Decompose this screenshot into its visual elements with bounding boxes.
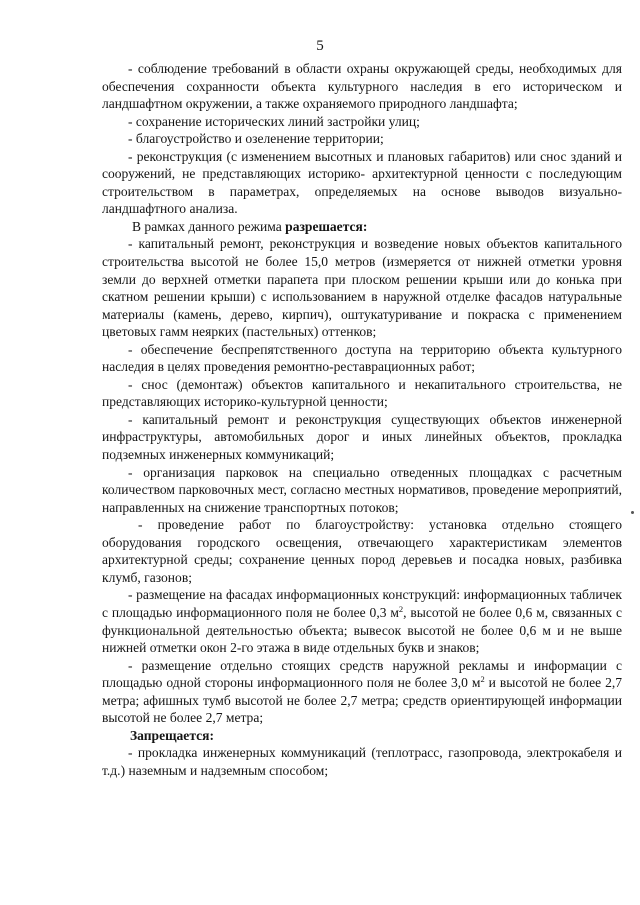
allowed-keyword: разрешается:	[285, 218, 368, 234]
allowed-intro-text: В рамках данного режима	[132, 218, 282, 234]
signage-superscript: 2	[398, 603, 404, 614]
allowed-item-access: - обеспечение беспрепятственного доступа на территорию объекта культурного наследия в целях проведения ремонтно-реставрационных работ;	[102, 341, 622, 375]
forbidden-item-utilities: - прокладка инженерных коммуникаций (теплотрасс, газопровода, электрокабеля и т.д.) наземным и надземным способом;	[102, 745, 622, 778]
allowed-item-demolition: - снос (демонтаж) объектов капитального и некапитального строительства, не представляющих историко-культурной ценности;	[102, 376, 622, 410]
paragraph-environment: - соблюдение требований в области охраны окружающей среды, необходимых для обеспечения сохранности объекта культурного наследия в его историческом и ландшафтном окружении, а также охраняемого природного ландшафта;	[102, 61, 622, 112]
forbidden-heading: Запрещается:	[130, 727, 214, 743]
allowed-item-improvement: - проведение работ по благоустройству: установка отдельно стоящего оборудования городского освещения, отвечающего характеристикам элементов архитектурной среды; сохранение ценных пород деревьев и посадка новых, разбивка клумб, газонов;	[102, 517, 622, 585]
advertising-text-start: - размещение отдельно стоящих средств наружной рекламы и информации с площадью одной стороны информационного поля не более 3,0 м	[102, 657, 622, 691]
signage-text-start: - размещение на фасадах информационных конструкций: информационных табличек с площадью информационного поля не более 0,3 м	[102, 587, 622, 620]
advertising-superscript: 2	[480, 674, 485, 685]
paragraph-reconstruction: - реконструкция (с изменением высотных и плановых габаритов) или снос зданий и сооружений, не представляющих историко- архитектурной ценности с последующим строительством в параметрах, определяемых на основе выводов визуально-ландшафтного анализа.	[102, 148, 622, 217]
page-number: 5	[316, 38, 324, 54]
advertising-text-end: и высотой не более 2,7 метра; афишных тумб высотой не более 2,7 метра; средств ориентирующей информации высотой не более 2,7 метра;	[102, 675, 622, 726]
allowed-item-infrastructure: - капитальный ремонт и реконструкция существующих объектов инженерной инфраструктуры, автомобильных дорог и иных линейных объектов, прокладка подземных инженерных коммуникаций;	[102, 411, 622, 463]
scan-mark	[631, 511, 634, 514]
allowed-item-parking: - организация парковок на специально отведенных площадках с расчетным количеством парковочных мест, согласно местных нормативов, проведение мероприятий, направленных на снижение транспортных потоков;	[102, 464, 622, 515]
allowed-item-signage	[102, 586, 622, 656]
allowed-intro	[102, 218, 622, 236]
paragraph-landscaping: - благоустройство и озеленение территории;	[128, 131, 384, 147]
document-body	[102, 60, 622, 779]
allowed-item-advertising	[102, 657, 622, 727]
paragraph-street-lines: - сохранение исторических линий застройки улиц;	[128, 113, 420, 129]
allowed-item-capital-construction: - капитальный ремонт, реконструкция и возведение новых объектов капитального строительства высотой не более 15,0 метров (измеряется от нижней отметки уровня земли до верхней отметки парапета при плоском решении крыши или до конька при скатном решении крыши) с использованием в наружной отделке фасадов натуральные материалы (камень, дерево, кирпич), оштукатуривание и покраска с применением цветовых гамм неярких (пастельных) оттенков;	[102, 236, 622, 340]
signage-text-end: , высотой не более 0,6 м, связанных с функциональной деятельностью объекта; вывесок высотой не более 0,6 м и не выше нижней отметки окон 2-го этажа в виде отдельных букв и знаков;	[102, 604, 622, 656]
